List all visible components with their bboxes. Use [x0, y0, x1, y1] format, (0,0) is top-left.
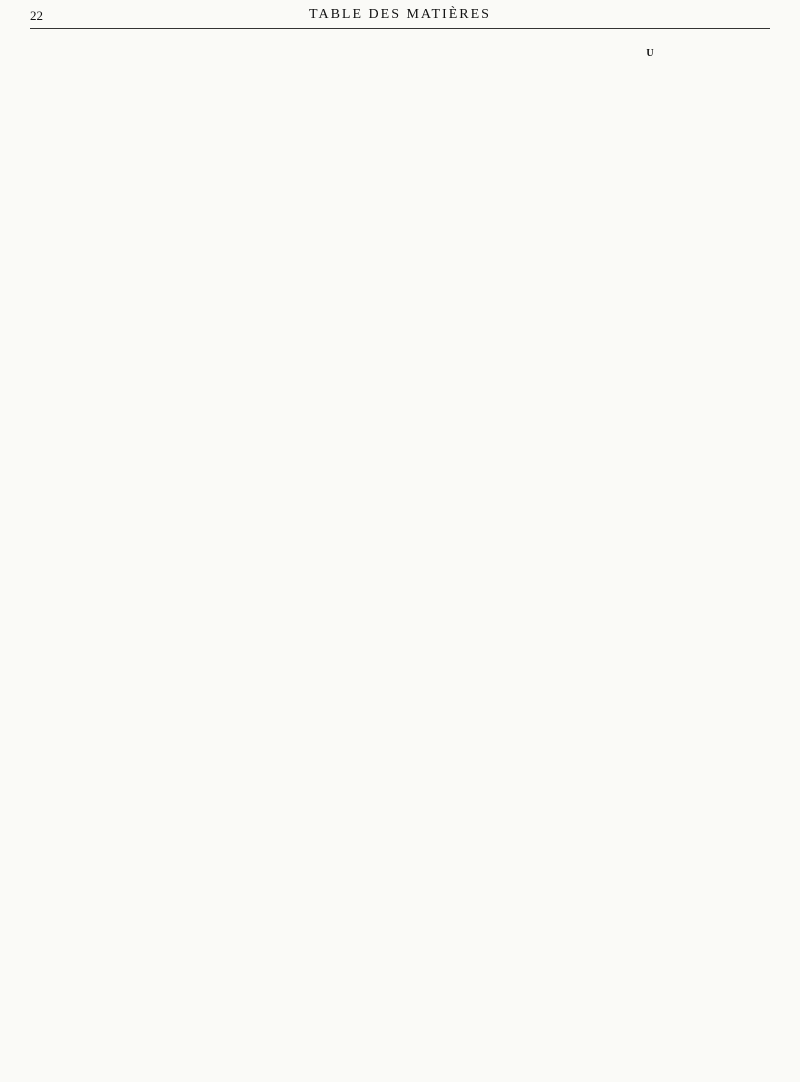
index-column-3 [528, 32, 772, 73]
header-rule [30, 28, 770, 29]
page-number: 22 [30, 8, 43, 23]
section-letter-u: U [646, 48, 654, 59]
page-title: TABLE DES MATIÈRES [309, 7, 491, 22]
